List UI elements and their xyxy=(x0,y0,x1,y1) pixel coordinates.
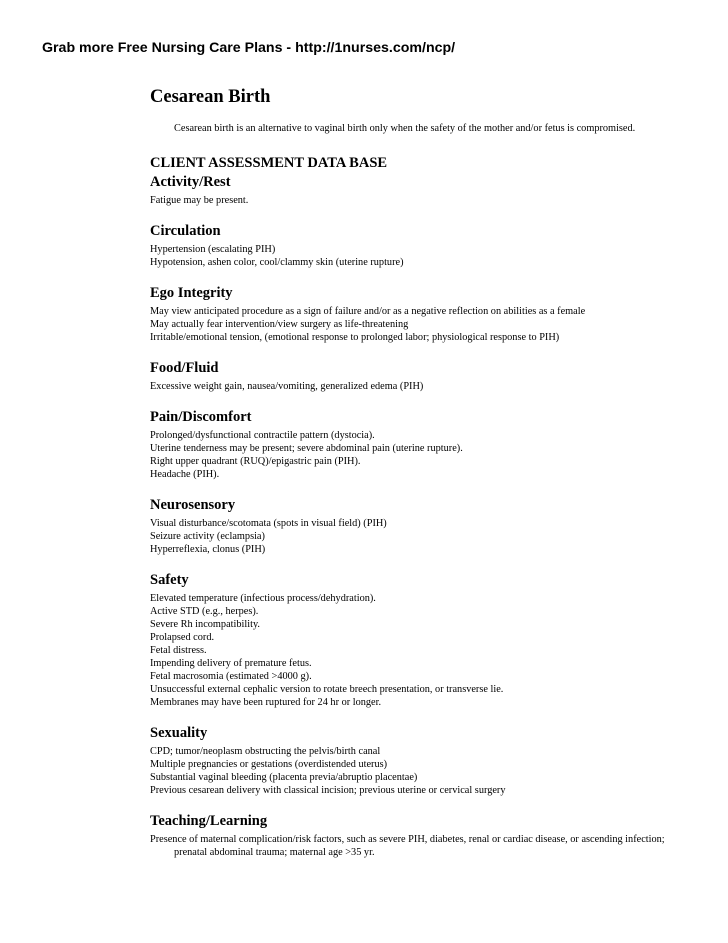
section-lines xyxy=(150,194,710,207)
section-line: Hypotension, ashen color, cool/clammy skin (uterine rupture) xyxy=(150,257,404,268)
section-title: Ego Integrity xyxy=(150,285,233,301)
section-safety xyxy=(150,571,710,709)
section-line: Seizure activity (eclampsia) xyxy=(150,531,265,542)
section-pain-discomfort xyxy=(150,408,710,481)
top-banner: Grab more Free Nursing Care Plans - http://1nurses.com/ncp/ xyxy=(42,40,456,56)
section-sexuality xyxy=(150,724,710,797)
section-line: Unsuccessful external cephalic version to rotate breech presentation, or transverse lie. xyxy=(150,684,504,695)
section-lines xyxy=(150,380,710,393)
section-title: Neurosensory xyxy=(150,497,236,513)
section-line: Presence of maternal complication/risk factors, such as severe PIH, diabetes, renal or cardiac disease, or ascending infection; prenatal abdominal trauma; maternal age >35 yr. xyxy=(150,834,665,858)
document-title: Cesarean Birth xyxy=(150,87,271,107)
section-lines xyxy=(150,745,710,797)
section-line: Prolonged/dysfunctional contractile pattern (dystocia). xyxy=(150,430,375,441)
section-line: Uterine tenderness may be present; severe abdominal pain (uterine rupture). xyxy=(150,443,463,454)
section-line: Fatigue may be present. xyxy=(150,195,249,206)
section-line: May view anticipated procedure as a sign of failure and/or as a negative reflection on abilities as a female xyxy=(150,306,586,317)
section-lines xyxy=(150,243,710,269)
section-neurosensory xyxy=(150,496,710,556)
section-activity-rest xyxy=(150,173,710,207)
section-ego-integrity xyxy=(150,284,710,344)
section-title: Teaching/Learning xyxy=(150,813,268,829)
section-title: Circulation xyxy=(150,223,221,239)
section-title: Food/Fluid xyxy=(150,360,219,376)
section-line: Elevated temperature (infectious process/dehydration). xyxy=(150,593,376,604)
section-food-fluid xyxy=(150,359,710,393)
section-line: Active STD (e.g., herpes). xyxy=(150,606,259,617)
section-line: Impending delivery of premature fetus. xyxy=(150,658,312,669)
section-line: Fetal distress. xyxy=(150,645,207,656)
section-line: CPD; tumor/neoplasm obstructing the pelvis/birth canal xyxy=(150,746,381,757)
section-line: Excessive weight gain, nausea/vomiting, generalized edema (PIH) xyxy=(150,381,424,392)
section-teaching-learning xyxy=(150,812,710,859)
section-line: Substantial vaginal bleeding (placenta previa/abruptio placentae) xyxy=(150,772,418,783)
section-line: Previous cesarean delivery with classical incision; previous uterine or cervical surgery xyxy=(150,785,506,796)
section-line: Severe Rh incompatibility. xyxy=(150,619,261,630)
section-line: Right upper quadrant (RUQ)/epigastric pain (PIH). xyxy=(150,456,361,467)
section-lines xyxy=(150,305,710,344)
section-lines xyxy=(150,429,710,481)
section-line: Hypertension (escalating PIH) xyxy=(150,244,276,255)
section-line: May actually fear intervention/view surgery as life-threatening xyxy=(150,319,409,330)
section-lines xyxy=(150,833,710,859)
section-circulation xyxy=(150,222,710,269)
section-title: Sexuality xyxy=(150,725,208,741)
section-line: Prolapsed cord. xyxy=(150,632,215,643)
assessment-sections xyxy=(150,173,710,859)
section-lines xyxy=(150,592,710,709)
section-title: Pain/Discomfort xyxy=(150,409,252,425)
section-line: Fetal macrosomia (estimated >4000 g). xyxy=(150,671,312,682)
section-line: Membranes may have been ruptured for 24 hr or longer. xyxy=(150,697,382,708)
section-line: Irritable/emotional tension, (emotional response to prolonged labor; physiological response to PIH) xyxy=(150,332,560,343)
assessment-heading: CLIENT ASSESSMENT DATA BASE xyxy=(150,155,388,171)
document-body xyxy=(150,86,710,859)
section-title: Safety xyxy=(150,572,189,588)
document-intro: Cesarean birth is an alternative to vaginal birth only when the safety of the mother and/or fetus is compromised. xyxy=(174,123,636,134)
section-title: Activity/Rest xyxy=(150,174,231,190)
section-line: Hyperreflexia, clonus (PIH) xyxy=(150,544,266,555)
section-line: Multiple pregnancies or gestations (overdistended uterus) xyxy=(150,759,388,770)
section-lines xyxy=(150,517,710,556)
section-line: Headache (PIH). xyxy=(150,469,220,480)
section-line: Visual disturbance/scotomata (spots in visual field) (PIH) xyxy=(150,518,387,529)
